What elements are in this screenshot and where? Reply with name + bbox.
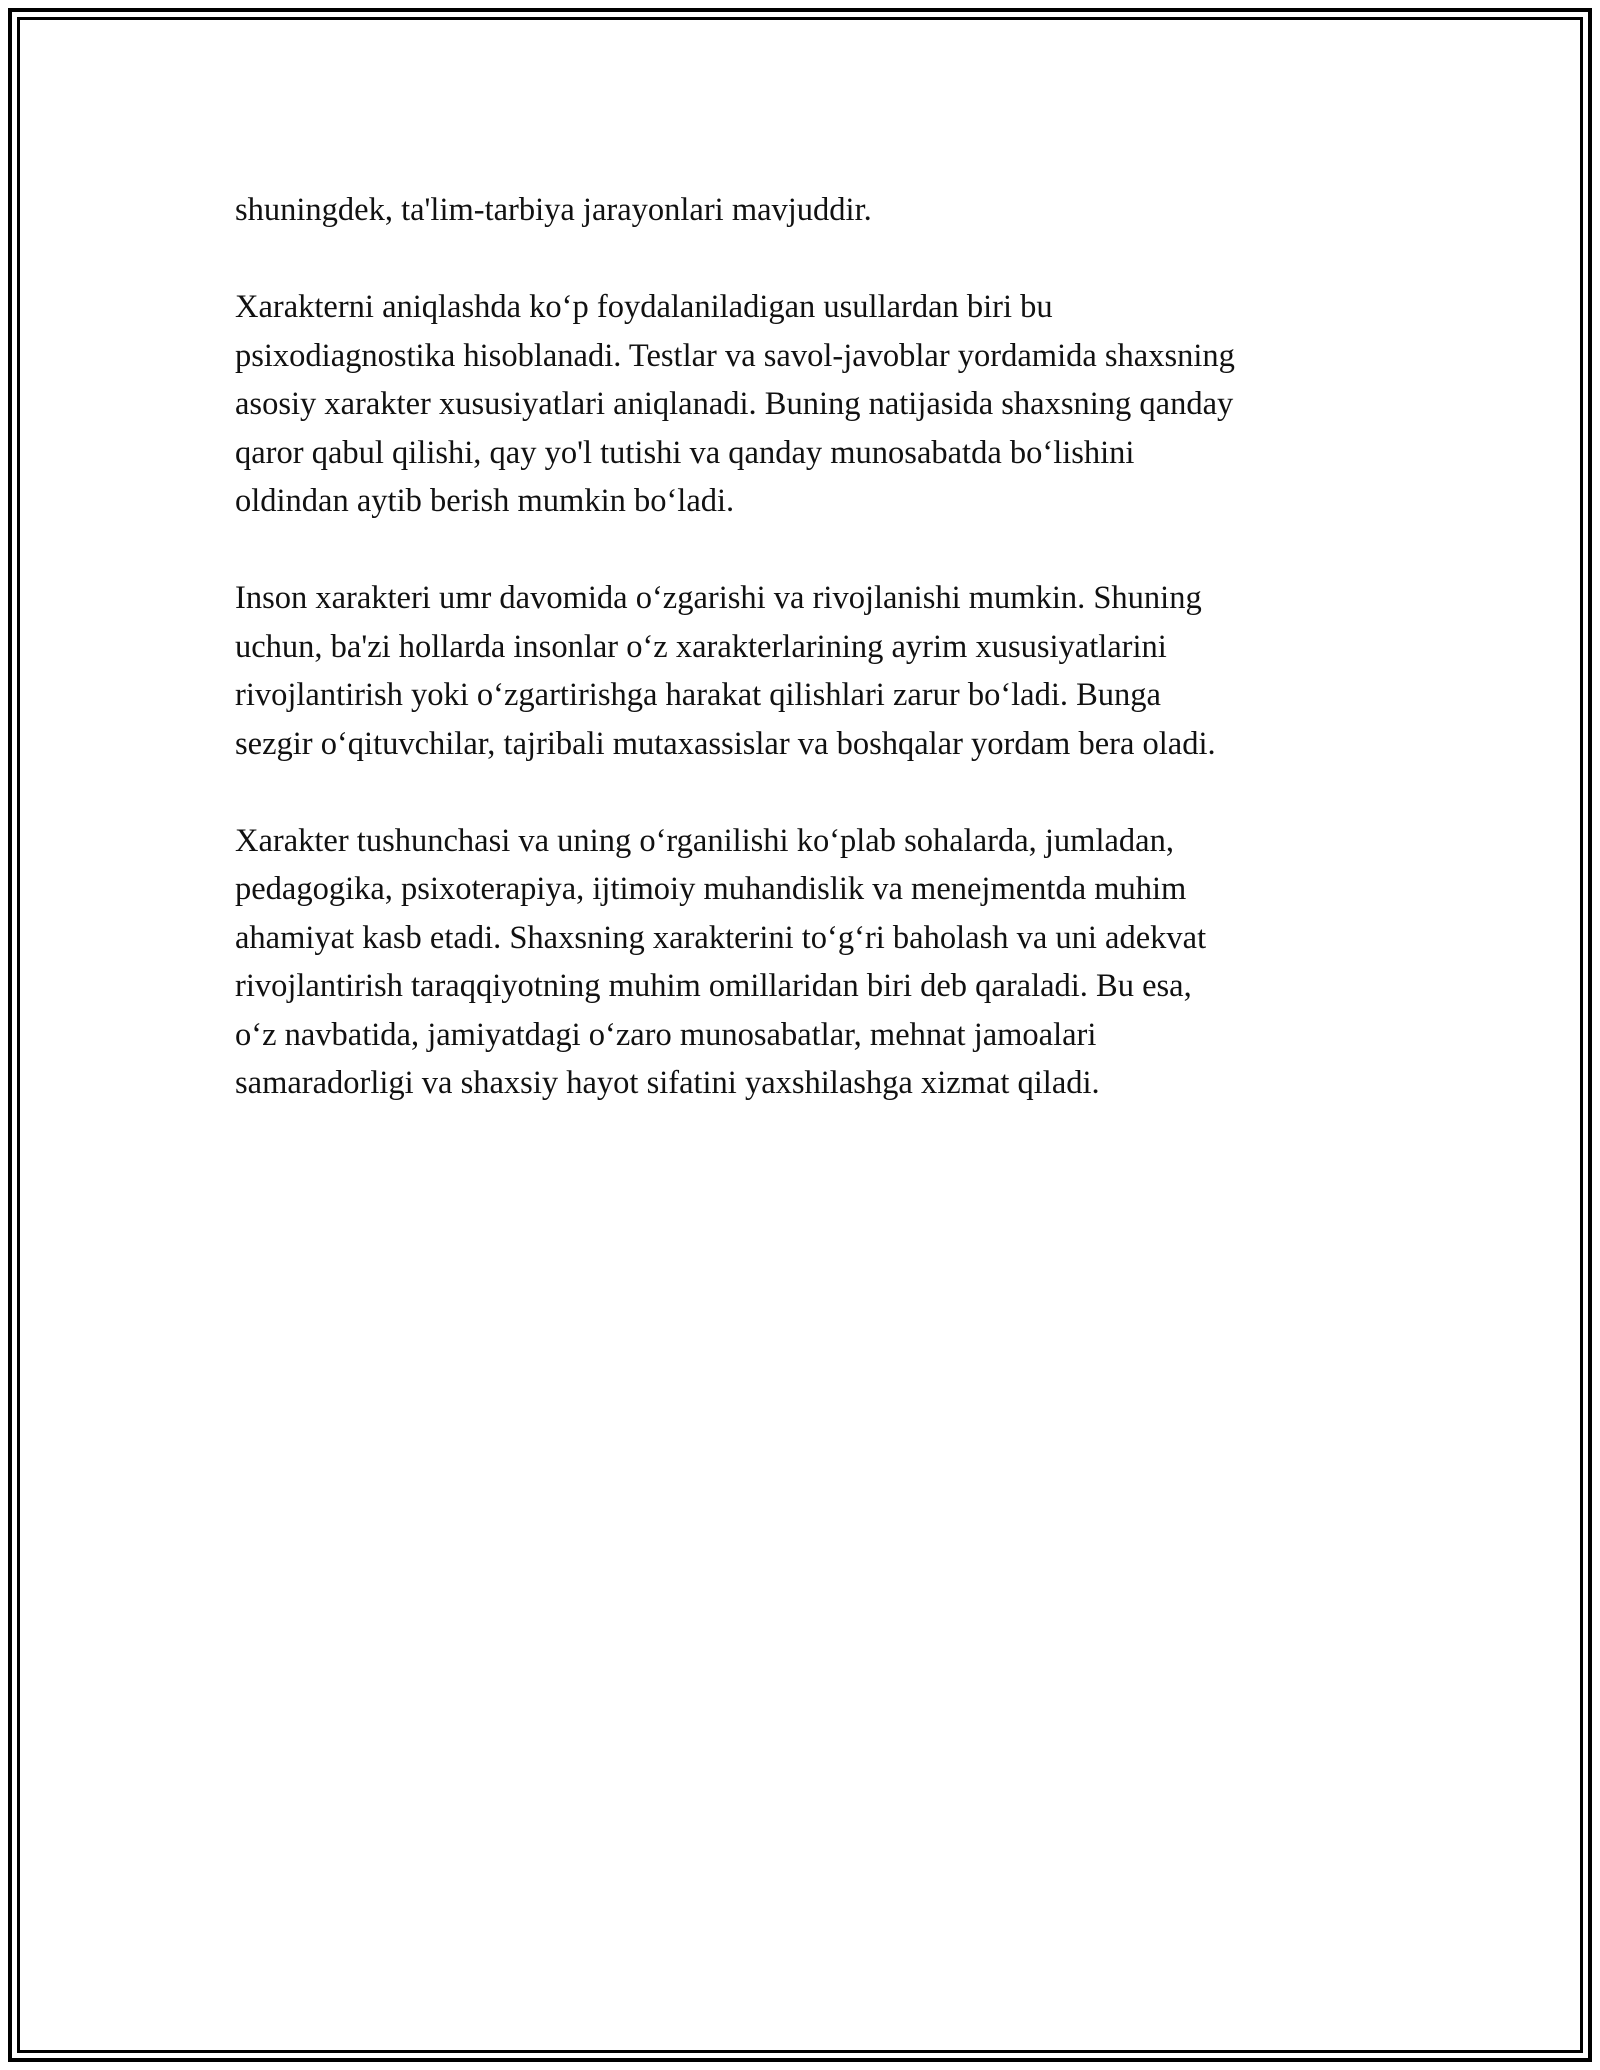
paragraph-3: Inson xarakteri umr davomida oʻzgarishi va rivojlanishi mumkin. Shuning uchun, ba'zi hollarda insonlar oʻz xarakterlarining ayrim xususiyatlarini rivojlantirish yoki oʻzgartirishga harakat qilishlari zarur boʻladi. Bunga sezgir oʻqituvchilar, tajribali mutaxassislar va boshqalar yordam bera oladi.	[235, 580, 1216, 762]
document-body	[235, 186, 1375, 1156]
paragraph-4: Xarakter tushunchasi va uning oʻrganilishi koʻplab sohalarda, jumladan, pedagogika, psixoterapiya, ijtimoiy muhandislik va menejmentda muhim ahamiyat kasb etadi. Shaxsning xarakterini toʻgʻri baholash va uni adekvat rivojlantirish taraqqiyotning muhim omillaridan biri deb qaraladi. Bu esa, oʻz navbatida, jamiyatdagi oʻzaro munosabatlar, mehnat jamoalari samaradorligi va shaxsiy hayot sifatini yaxshilashga xizmat qiladi.	[235, 822, 1207, 1101]
paragraph-1: shuningdek, ta'lim-tarbiya jarayonlari mavjuddir.	[235, 192, 872, 228]
paragraph-2: Xarakterni aniqlashda koʻp foydalaniladigan usullardan biri bu psixodiagnostika hisoblanadi. Testlar va savol-javoblar yordamida shaxsning asosiy xarakter xususiyatlari aniqlanadi. Buning natijasida shaxsning qanday qaror qabul qilishi, qay yo'l tutishi va qanday munosabatda boʻlishini oldindan aytib berish mumkin boʻladi.	[235, 289, 1235, 519]
